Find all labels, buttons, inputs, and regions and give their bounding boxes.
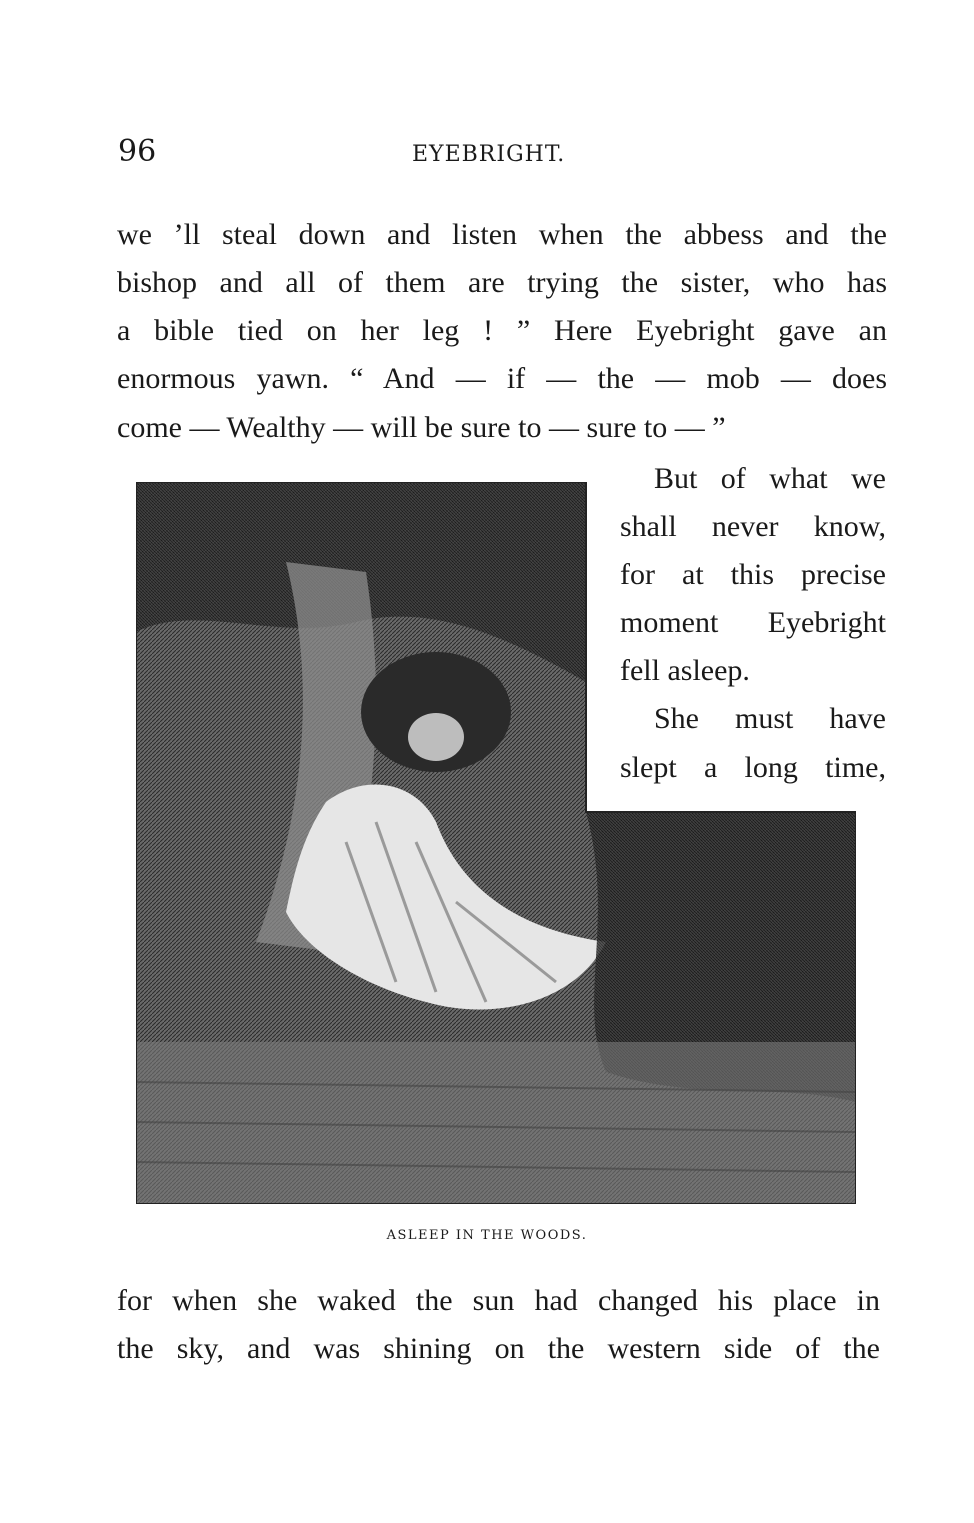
text-line: bishop and all of them are trying the sister, who has	[117, 266, 887, 299]
text-line: the sky, and was shining on the western side of the	[117, 1332, 880, 1365]
text-line: a bible tied on her leg ! ” Here Eyebright gave an	[117, 314, 887, 347]
side-text-line: fell asleep.	[620, 654, 750, 687]
page-number: 96	[118, 134, 157, 169]
text-line: for when she waked the sun had changed his place in	[117, 1284, 880, 1317]
text-line: we ’ll steal down and listen when the abbess and the	[117, 218, 887, 251]
running-head: EYEBRIGHT.	[412, 142, 566, 167]
side-text-line: She must have	[654, 702, 886, 735]
side-text-line: shall never know,	[620, 510, 886, 543]
figure-caption: ASLEEP IN THE WOODS.	[386, 1228, 588, 1243]
side-text-line: for at this precise	[620, 558, 886, 591]
side-text-line: moment Eyebright	[620, 606, 886, 639]
side-text-line: slept a long time,	[620, 751, 886, 784]
text-line: come — Wealthy — will be sure to — sure to — ”	[117, 411, 726, 444]
side-text-line: But of what we	[654, 462, 886, 495]
illustration-engraving	[136, 482, 856, 1204]
text-line: enormous yawn. “ And — if — the — mob — does	[117, 362, 887, 395]
